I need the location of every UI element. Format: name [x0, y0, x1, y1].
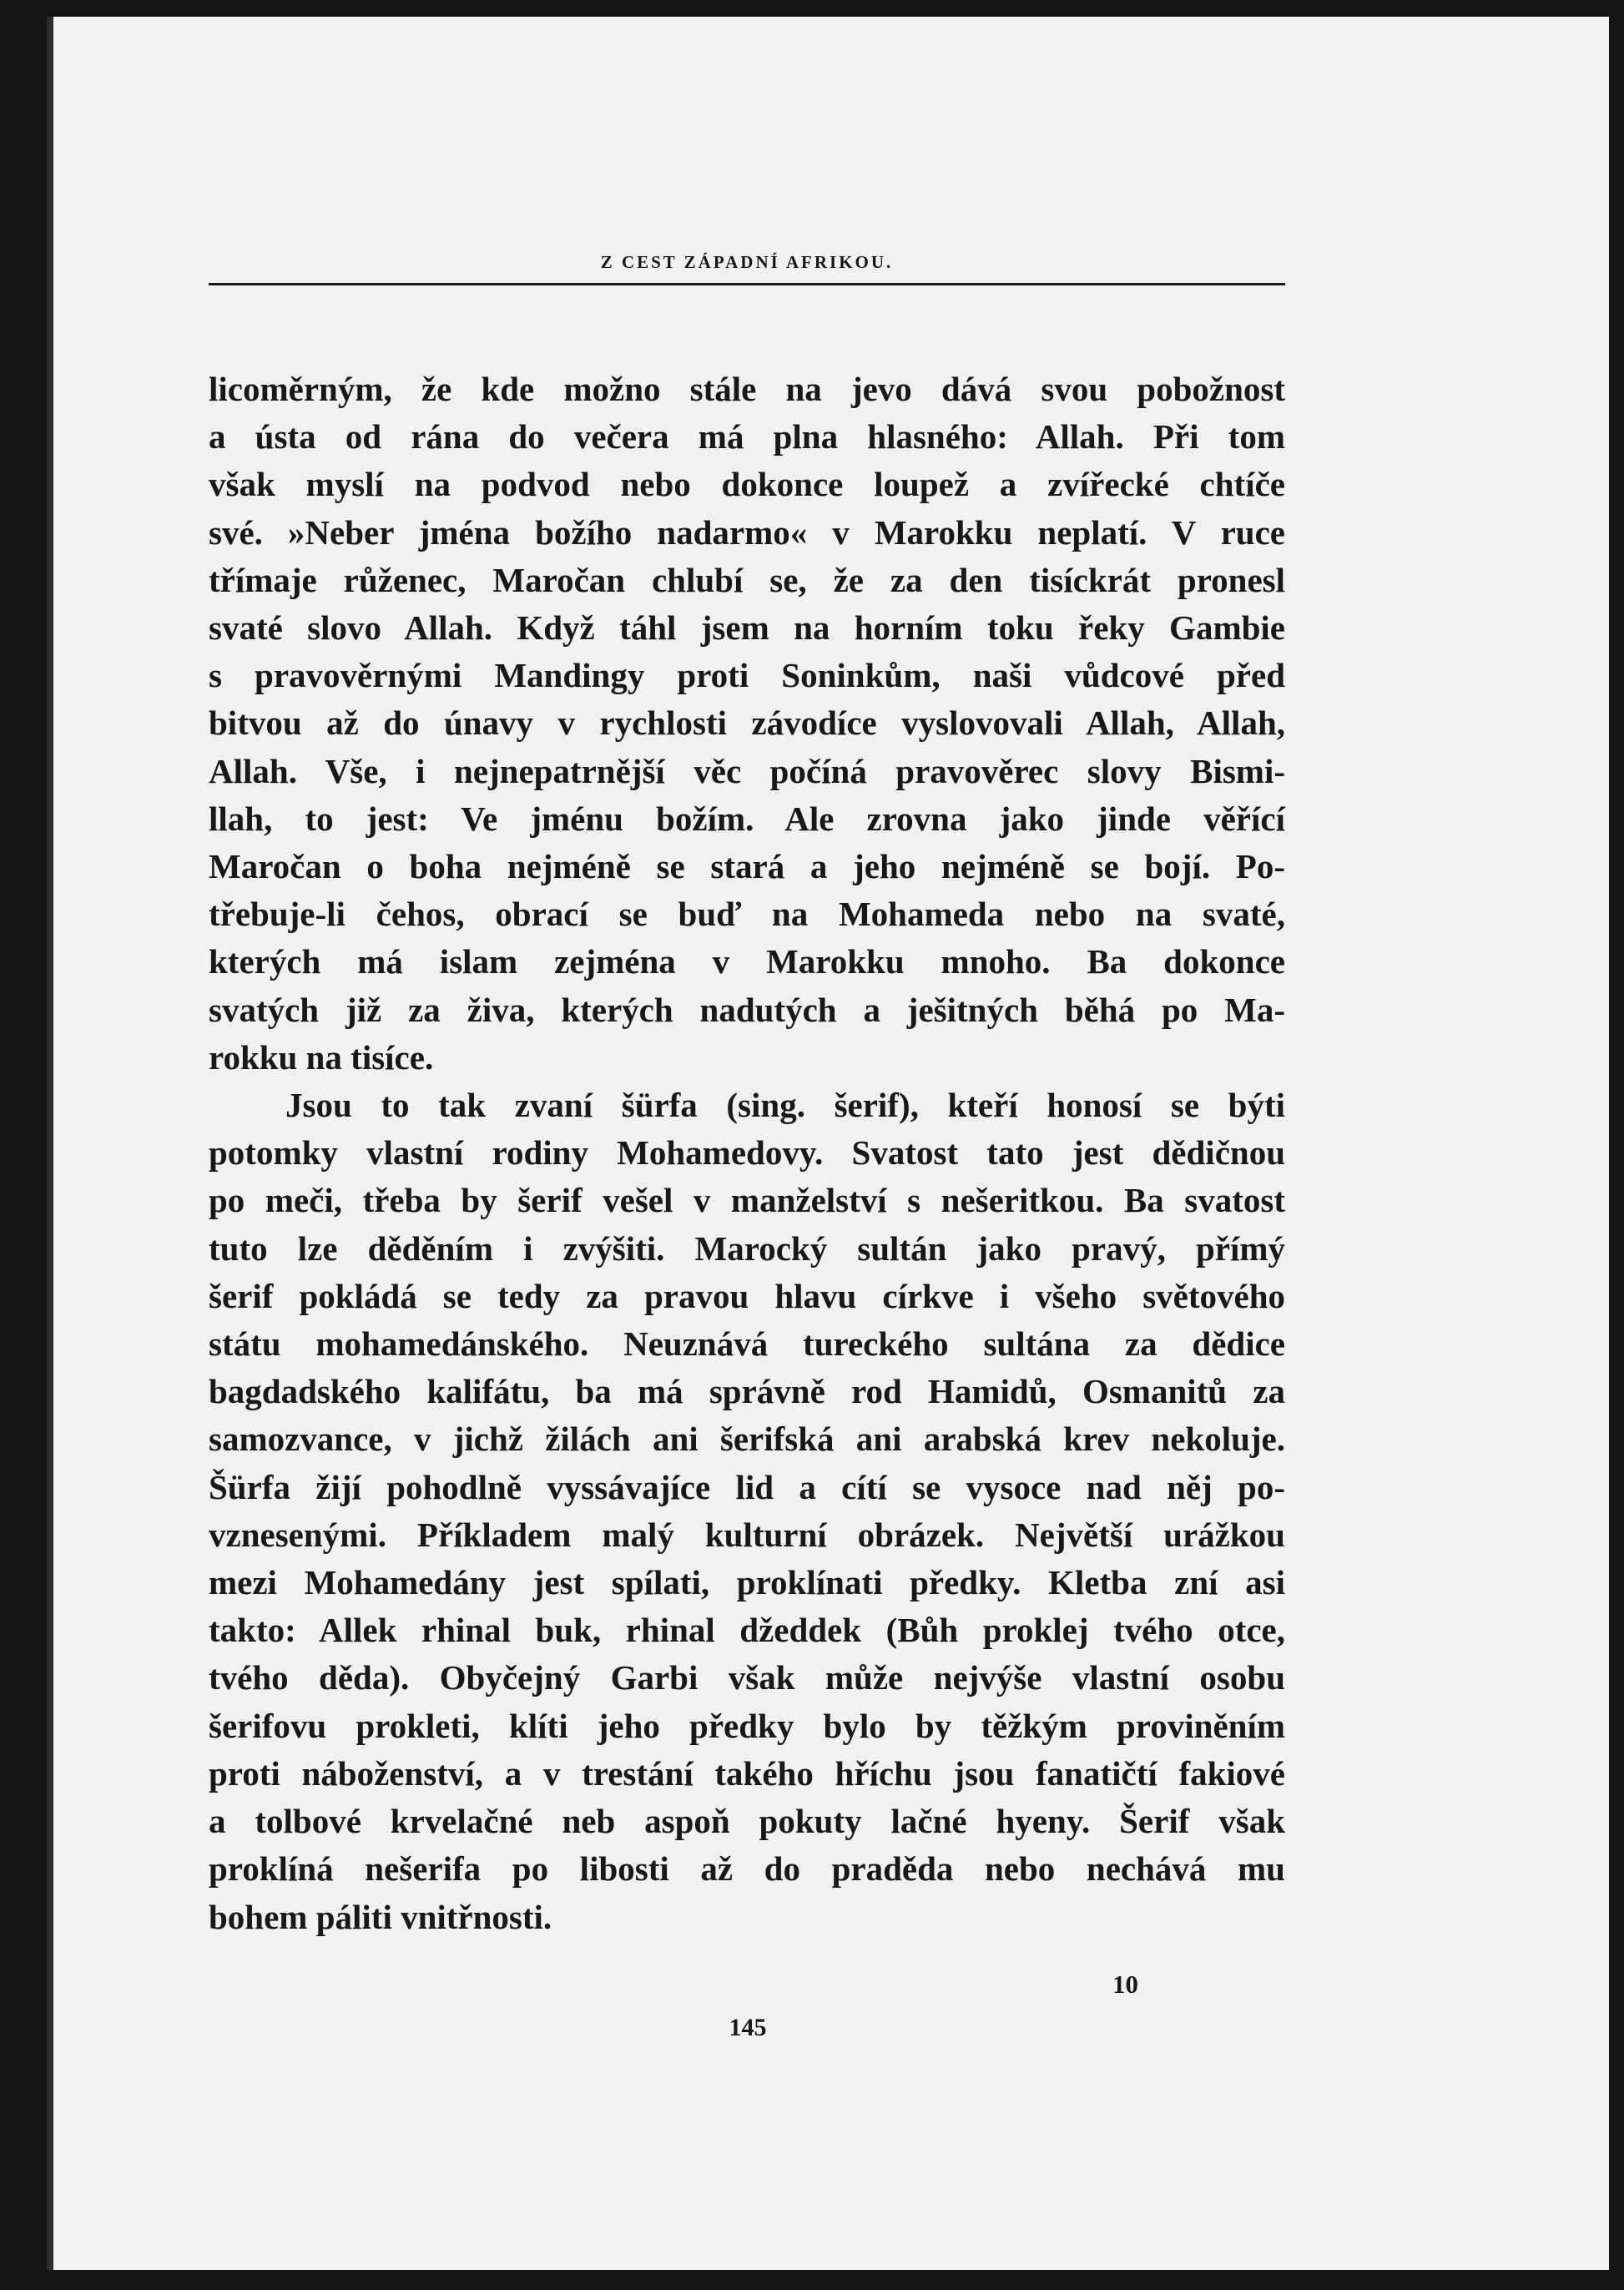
text-line: šerif pokládá se tedy za pravou hlavu církve i všeho světového: [209, 1276, 1285, 1315]
text-line: Šürfa žijí pohodlně vyssávajíce lid a cítí se vysoce nad něj po-: [209, 1467, 1285, 1506]
text-line: llah, to jest: Ve jménu božím. Ale zrovna jako jinde věřící: [209, 799, 1285, 838]
text-line: s pravověrnými Mandingy proti Soninkům, naši vůdcové před: [209, 656, 1285, 695]
paragraph-2: [209, 1082, 1285, 1941]
text-line: bohem páliti vnitřnosti.: [209, 1897, 552, 1936]
text-line: Maročan o boha nejméně se stará a jeho nejméně se bojí. Po-: [209, 847, 1285, 886]
signature-mark: 10: [1112, 1970, 1138, 1999]
text-line: státu mohamedánského. Neuznává tureckého sultána za dědice: [209, 1324, 1285, 1364]
text-line: a tolbové krvelačné neb aspoň pokuty lačné hyeny. Šerif však: [209, 1802, 1285, 1841]
text-line: třímaje růženec, Maročan chlubí se, že za den tisíckrát pronesl: [209, 560, 1285, 599]
text-line: Allah. Vše, i nejnepatrnější věc počíná pravověrec slovy Bismi-: [209, 751, 1285, 790]
header-rule: [209, 283, 1285, 285]
text-line: mezi Mohamedány jest spílati, proklínati předky. Kletba zní asi: [209, 1563, 1285, 1602]
text-line: samozvance, v jichž žilách ani šerifská ani arabská krev nekoluje.: [209, 1420, 1285, 1459]
paragraph-1: [209, 366, 1285, 1082]
text-line: proklíná nešerifa po libosti až do praděda nebo nechává mu: [209, 1849, 1285, 1889]
text-line: své. »Neber jména božího nadarmo« v Marokku neplatí. V ruce: [209, 512, 1285, 552]
text-line: potomky vlastní rodiny Mohamedovy. Svatost tato jest dědičnou: [209, 1133, 1285, 1173]
running-header: Z CEST ZÁPADNÍ AFRIKOU.: [600, 252, 894, 272]
text-line: třebuje-li čehos, obrací se buď na Mohameda nebo na svaté,: [209, 895, 1285, 934]
text-line: však myslí na podvod nebo dokonce loupež a zvířecké chtíče: [209, 465, 1285, 504]
text-line: a ústa od rána do večera má plna hlasného: Allah. Při tom: [209, 417, 1285, 456]
text-line: licoměrným, že kde možno stále na jevo dává svou pobožnost: [209, 370, 1285, 408]
text-line: kterých má islam zejména v Marokku mnoho. Ba dokonce: [209, 942, 1285, 981]
page-number: 145: [729, 2014, 767, 2041]
text-line: rokku na tisíce.: [209, 1037, 434, 1077]
text-line: svatých již za živa, kterých nadutých a ješitných běhá po Ma-: [209, 990, 1285, 1029]
text-line: Jsou to tak zvaní šürfa (sing. šerif), kteří honosí se býti: [285, 1086, 1285, 1125]
text-line: bagdadského kalifátu, ba má správně rod Hamidů, Osmanitů za: [209, 1372, 1285, 1411]
text-line: šerifovu prokleti, klíti jeho předky bylo by těžkým proviněním: [209, 1706, 1285, 1745]
text-line: tuto lze děděním i zvýšiti. Marocký sultán jako pravý, přímý: [209, 1228, 1285, 1268]
page-edge-shadow: [47, 17, 53, 2270]
text-line: tvého děda). Obyčejný Garbi však může nejvýše vlastní osobu: [209, 1658, 1285, 1697]
text-line: vznesenými. Příkladem malý kulturní obrázek. Největší urážkou: [209, 1515, 1285, 1554]
text-line: takto: Allek rhinal buk, rhinal džeddek (Bůh proklej tvého otce,: [209, 1611, 1285, 1650]
body-text: [209, 366, 1285, 1941]
text-line: svaté slovo Allah. Když táhl jsem na horním toku řeky Gambie: [209, 608, 1285, 648]
text-line: bitvou až do únavy v rychlosti závodíce vyslovovali Allah, Allah,: [209, 704, 1285, 743]
text-line: po meči, třeba by šerif vešel v manželství s nešeritkou. Ba svatost: [209, 1181, 1285, 1220]
text-line: proti náboženství, a v trestání takého hříchu jsou fanatičtí fakiové: [209, 1753, 1285, 1793]
